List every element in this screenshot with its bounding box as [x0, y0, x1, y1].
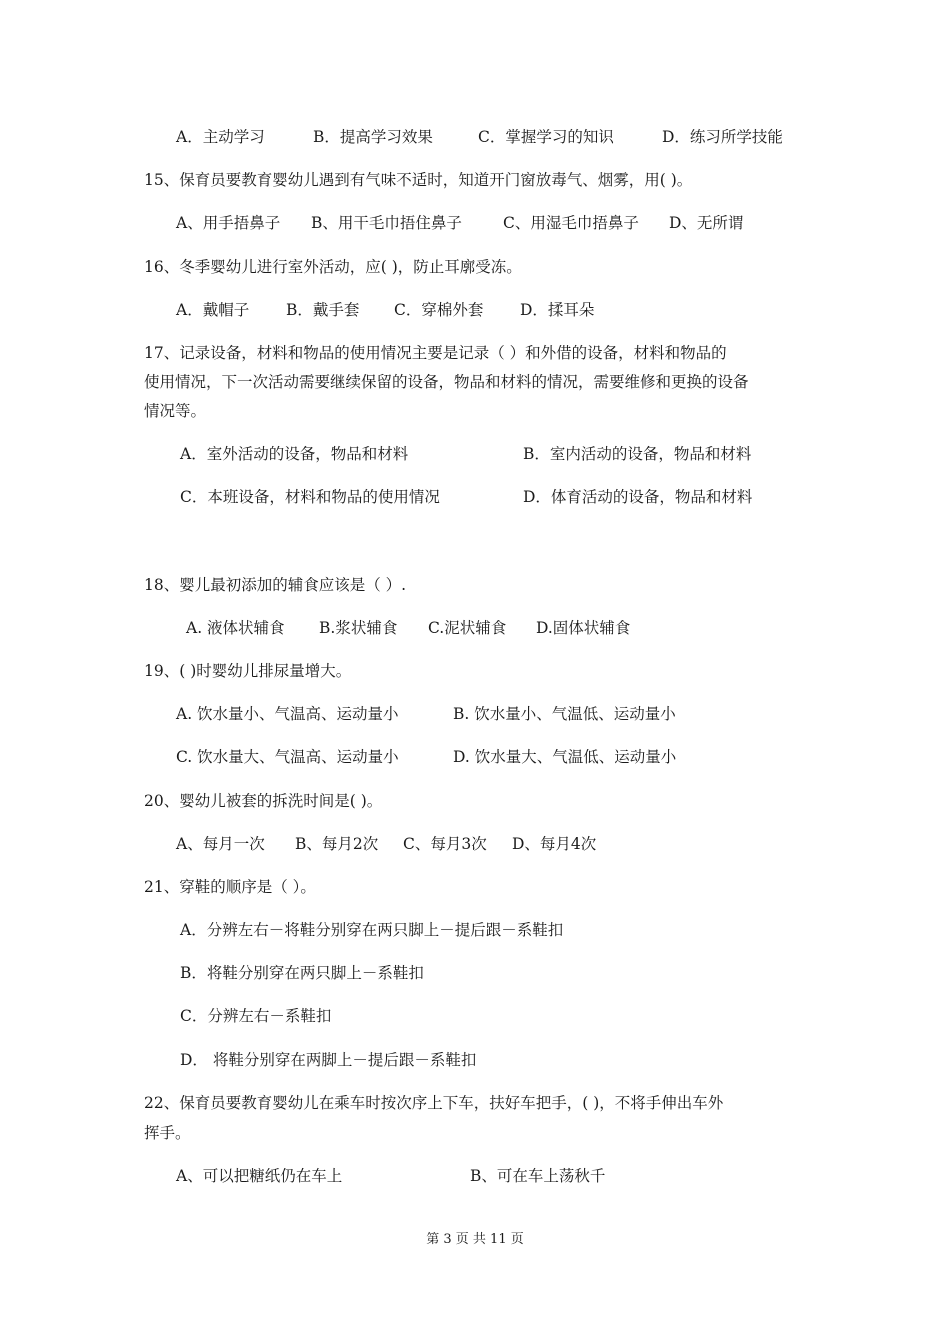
option-a: A．分辨左右－将鞋分别穿在两只脚上－提后跟－系鞋扣 [180, 921, 564, 939]
option-b: B．提高学习效果 [313, 128, 433, 146]
question-stem-line-1: 22、保育员要教育婴幼儿在乘车时按次序上下车，扶好车把手，( )，不将手伸出车外 [144, 1094, 724, 1112]
option-a: A、每月一次 [176, 835, 265, 853]
question-stem: 16、冬季婴幼儿进行室外活动，应( )，防止耳廓受冻。 [144, 258, 522, 276]
option-b: B．将鞋分别穿在两只脚上－系鞋扣 [180, 964, 424, 982]
option-d: D、每月4次 [512, 835, 597, 853]
question-stem: 20、婴幼儿被套的拆洗时间是( )。 [144, 792, 383, 810]
page-footer: 第 3 页 共 11 页 [426, 1232, 524, 1247]
option-a: A．主动学习 [176, 128, 265, 146]
option-b: B、可在车上荡秋千 [470, 1167, 606, 1185]
option-d: D． 将鞋分别穿在两脚上－提后跟－系鞋扣 [180, 1051, 477, 1069]
option-b: B.浆状辅食 [319, 619, 398, 637]
option-c: C．本班设备，材料和物品的使用情况 [180, 488, 440, 506]
option-c: C．掌握学习的知识 [478, 128, 614, 146]
option-b: B．戴手套 [286, 301, 360, 319]
option-d: D．体育活动的设备，物品和材料 [523, 488, 753, 506]
option-c: C．分辨左右－系鞋扣 [180, 1007, 332, 1025]
option-d: D、无所谓 [669, 214, 744, 232]
option-c: C. 饮水量大、气温高、运动量小 [176, 748, 399, 766]
question-stem-line-1: 17、记录设备，材料和物品的使用情况主要是记录（ ）和外借的设备，材料和物品的 [144, 344, 727, 362]
option-b: B、用干毛巾捂住鼻子 [311, 214, 462, 232]
question-stem-line-3: 情况等。 [144, 402, 207, 420]
option-d: D.固体状辅食 [536, 619, 631, 637]
option-c: C、用湿毛巾捂鼻子 [503, 214, 639, 232]
option-d: D．练习所学技能 [662, 128, 783, 146]
question-stem: 15、保育员要教育婴幼儿遇到有气味不适时，知道开门窗放毒气、烟雾，用( )。 [144, 171, 693, 189]
option-a: A、可以把糖纸仍在车上 [176, 1167, 343, 1185]
question-stem-line-2: 使用情况，下一次活动需要继续保留的设备，物品和材料的情况，需要维修和更换的设备 [144, 373, 749, 391]
question-stem-line-2: 挥手。 [144, 1124, 191, 1142]
option-c: C．穿棉外套 [394, 301, 484, 319]
option-a: A．室外活动的设备，物品和材料 [180, 445, 409, 463]
option-b: B、每月2次 [295, 835, 379, 853]
option-d: D．揉耳朵 [520, 301, 595, 319]
option-c: C、每月3次 [403, 835, 487, 853]
option-c: C.泥状辅食 [428, 619, 507, 637]
option-a: A．戴帽子 [176, 301, 250, 319]
option-a: A. 饮水量小、气温高、运动量小 [176, 705, 399, 723]
question-stem: 18、婴儿最初添加的辅食应该是（ ）. [144, 576, 407, 594]
question-stem: 19、( )时婴幼儿排尿量增大。 [144, 662, 352, 680]
option-a: A、用手捂鼻子 [176, 214, 281, 232]
question-stem: 21、穿鞋的顺序是（ ）。 [144, 878, 316, 896]
option-b: B. 饮水量小、气温低、运动量小 [453, 705, 676, 723]
option-b: B．室内活动的设备，物品和材料 [523, 445, 752, 463]
option-a: A. 液体状辅食 [186, 619, 285, 637]
option-d: D. 饮水量大、气温低、运动量小 [453, 748, 677, 766]
